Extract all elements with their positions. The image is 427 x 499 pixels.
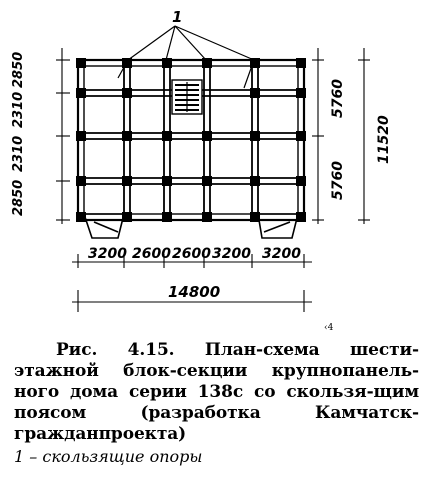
dim-bottom-2: 2600 <box>132 246 171 262</box>
dim-bottom-4: 3200 <box>212 246 251 262</box>
left-dimension-lines <box>56 48 70 224</box>
dim-left-1: 2850 <box>11 179 26 216</box>
dim-bottom-total: 14800 <box>168 283 221 301</box>
dim-left-4: 2850 <box>11 51 26 88</box>
callout-leaders <box>118 26 254 88</box>
dim-bottom-5: 3200 <box>262 246 301 262</box>
legend-text: 1 – скользящие опоры <box>14 447 203 466</box>
dim-bottom-3: 2600 <box>172 246 211 262</box>
loggia-right <box>258 214 298 238</box>
figure-caption <box>14 340 419 467</box>
dim-left-3: 2310 <box>11 91 26 128</box>
dim-bottom-1: 3200 <box>88 246 127 262</box>
caption-text: Рис. 4.15. План-схема шести-этажной блок-секции крупнопанель-ного дома серии 138с со скользя-щим поясом (разработка Камчатск-гражданпроекта) <box>14 340 419 444</box>
dim-right-1: 5760 <box>330 79 346 118</box>
staircase <box>172 80 202 114</box>
loggia-left <box>84 214 124 238</box>
dim-right-2: 5760 <box>330 161 346 200</box>
callout-number: 1 <box>172 8 183 26</box>
dim-left-2: 2310 <box>11 135 26 172</box>
stray-mark: ‹4 <box>324 323 334 330</box>
dim-right-total: 11520 <box>376 115 392 164</box>
